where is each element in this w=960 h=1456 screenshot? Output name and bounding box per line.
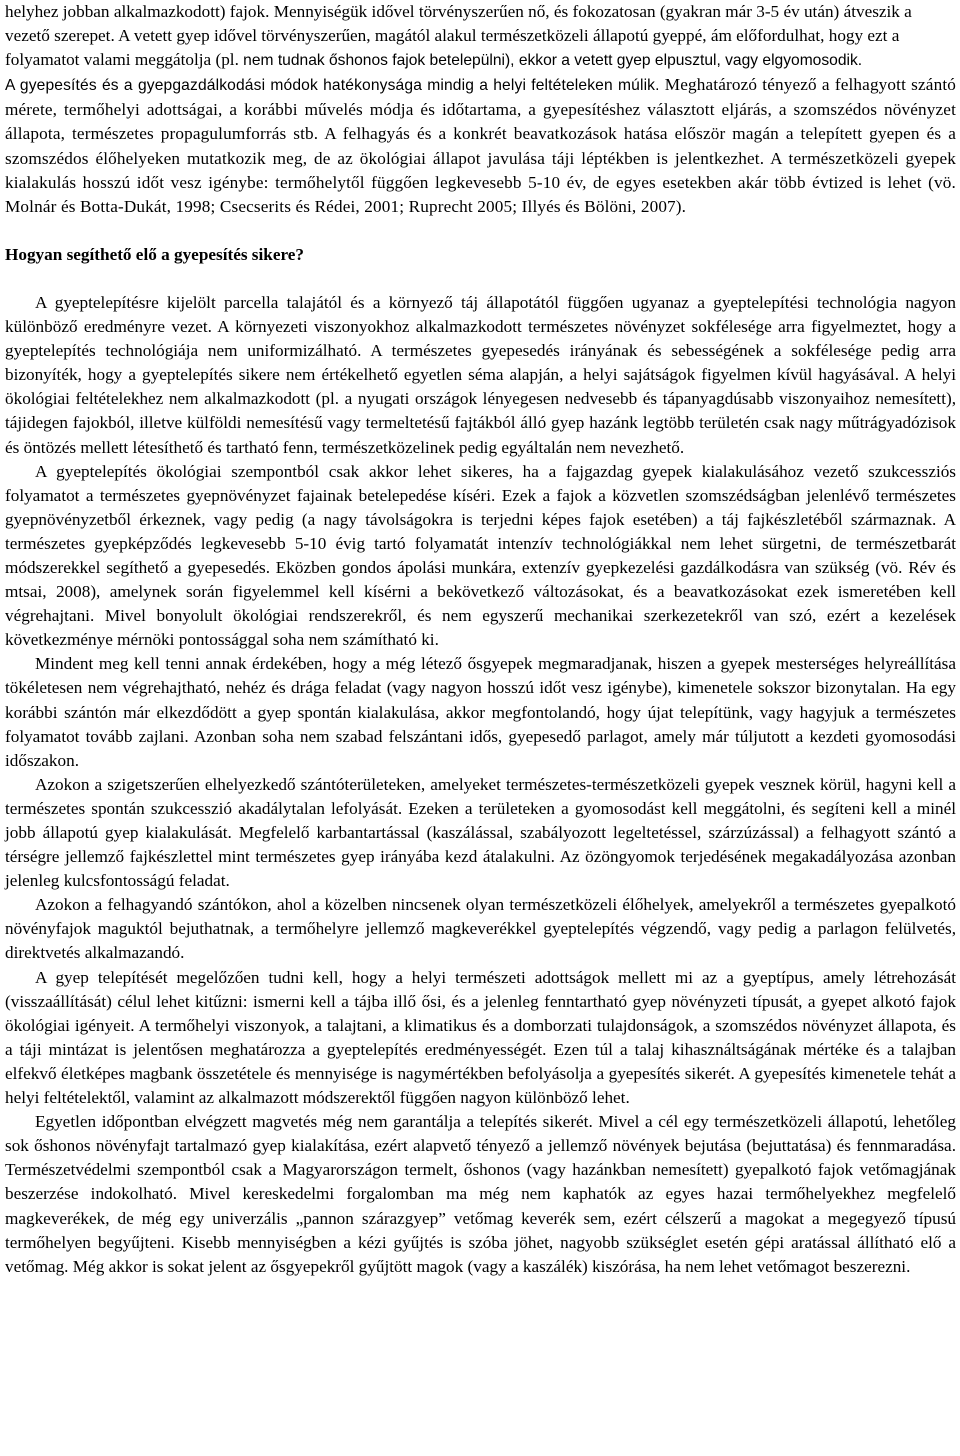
body-paragraph: Azokon a szigetszerűen elhelyezkedő szántóterületeken, amelyeket természetes-természetközeli gyepek vesznek körül, hagyni kell a természetes spontán szukcesszió akadálytalan lefolyását. Ezeken a területeken a gyomosodást kell meggátolni, és segíteni kell a minél jobb állapotú gyep kialakulását. Megfelelő karbantartással (kaszálással, szabályozott legeltetéssel, szárzúzással) a felhagyott szántó a térségre jellemző fajkészlettel mint természetes gyep irányába kezd átalakulni. Az özöngyomok terjedésének megakadályozása azonban jelenleg kulcsfontosságú feladat. (5, 774, 956, 891)
body-paragraph: Egyetlen időpontban elvégzett magvetés még nem garantálja a telepítés sikerét. Mivel a cél egy természetközeli állapotú, lehetőleg sok őshonos növényfajt tartalmazó gyep kialakítása, ezért alapvető tényező a jellemző növények bejutása (bejuttatása) és fennmaradása. Természetvédelmi szempontból csak a Magyarországon termelt, őshonos (vagy hazánkban nemesített) gyepalkotó fajok vetőmagjának beszerzése indokolható. Mivel kereskedelmi forgalomban ma még nem kaphatók az egyes hazai termőhelyekhez megfelelő magkeverékek, de még egy univerzális „pannon szárazgyep” vetőmag keverék sem, ezért célszerű a magokat a megegyező típusú termőhelyen begyűjteni. Kisebb mennyiségben a kézi gyűjtés is szóba jöhet, nagyobb szükséglet esetén gépi aratással állítható elő a vetőmag. Még akkor is sokat jelent az ősgyepekről gyűjtött magok (vagy a kaszálék) kiszórása, ha nem lehet vetőmagot beszerezni. (5, 1112, 956, 1276)
body-paragraph: A gyep telepítését megelőzően tudni kell, hogy a helyi természeti adottságok mellett mi az a gyeptípus, amely létrehozását (visszaállítását) célul lehet kitűzni: ismerni kell a tájba illő ősi, és a jelenleg fenntartható gyep növényzeti típusát, a gyepet alkotó fajok ökológiai igényeit. A termőhelyi viszonyok, a talajtani, a klimatikus és a domborzati tulajdonságok, a szomszédos növényzet állapota, és a táji mintázat is jelentősen meghatározza a gyeptelepítés eredményességét. Ezen túl a talaj kihasználtságának mértéke és a talajban elfekvő életképes magbank összetétele és mennyisége is nagymértékben befolyásolja a gyepesítés sikerét. A gyepesítés kimenetele tehát a helyi feltételektől, valamint az alkalmazott módszerektől függően nagyon különböző lehet. (5, 967, 956, 1108)
body-paragraph: A gyeptelepítésre kijelölt parcella talajától és a környező táj állapotától függően ugyanaz a gyeptelepítési technológia nagyon különböző eredményre vezet. A környezeti viszonyokhoz alkalmazkodott természetes növényzet sokfélesége arra figyelmeztet, hogy a gyeptelepítés technológiája nem uniformizálható. A természetes gyepesedés irányának és sebességének a sokfélesége pedig arra bizonyíték, hogy a gyeptelepítés sikere nem értékelhető egyetlen séma alapján, a helyi sajátságok figyelmen kívül hagyásával. A helyi ökológiai feltételekhez nem alkalmazkodott (pl. a nyugati országok lényegesen nedvesebb és tápanyagdúsabb viszonyaihoz nemesített), tájidegen fajokból, illetve külföldi nemesítésű vagy termeltetésű fajtákból álló gyep hazánk legtöbb területén csak nagy műtrágyadózisok és öntözés mellett létesíthető és tartható fenn, természetközelinek pedig egyáltalán nem nevezhető. (5, 292, 956, 457)
paragraph (5, 73, 956, 219)
paragraph-text: Meghatározó tényező a felhagyott szántó mérete, termőhelyi adottságai, a korábbi művelés módja és időtartama, a gyepesítéshez választott eljárás, a szomszédos növényzet állapota, természetes propagulumforrás stb. A felhagyás és a konkrét beavatkozások hatása először magán a telepített gyepen és a szomszédos élőhelyeken mutatkozik meg, de az ökológiai állapot javulása táji léptékben is jelentkezhet. A természetközeli gyepek kialakulás hosszú időt vesz igénybe: termőhelytől függően legkevesebb 5-10 év, de egyes esetekben akár több évtized is lehet (vö. Molnár és Botta-Dukát, 1998; Csecserits és Rédei, 2001; Ruprecht 2005; Illyés és Bölöni, 2007). (5, 75, 956, 216)
paragraph-text: A gyepesítés és a gyepgazdálkodási módok hatékonysága mindig a helyi feltételeken múlik. (5, 77, 665, 95)
paragraph-continuation (5, 0, 956, 73)
document-page (5, 0, 956, 1279)
paragraph-text: helyhez jobban alkalmazkodott) fajok. Mennyiségük idővel törvényszerűen nő, és fokozatosan (gyakran már 3-5 év után) átveszik a vezető szerepet. A vetett gyep idővel törvényszerűen, magától alakul természetközeli állapotú gyeppé, ám előfordulhat, hogy ezt a folyamatot valami meggátolja (pl. (5, 2, 912, 70)
body-paragraph: Mindent meg kell tenni annak érdekében, hogy a még létező ősgyepek megmaradjanak, hiszen a gyepek mesterséges helyreállítása tökéletesen nem végrehajtható, nehéz és drága feladat (vagy nagyon hosszú időt vesz igénybe), kimenetele sokszor bizonytalan. Ha egy korábbi szántón már elkezdődött a gyep spontán kialakulása, akkor megfontolandó, hogy újat telepítünk, vagy hagyjuk a természetes folyamatot tovább zajlani. Azonban soha nem szabad felszántani idős, gyepesedő parlagot, amely már túljutott a kezdeti gyomosodási időszakon. (5, 654, 956, 770)
paragraph-text: nem tudnak őshonos fajok betelepülni), ekkor a vetett gyep elpusztul, vagy elgyomosodik. (243, 52, 863, 70)
section-heading: Hogyan segíthető elő a gyepesítés sikere? (5, 244, 304, 264)
body-paragraph: Azokon a felhagyandó szántókon, ahol a közelben nincsenek olyan természetközeli élőhelyek, amelyekről a természetes gyepalkotó növényfajok maguktól bejuthatnak, a termőhelyre jellemző magkeverékkel gyeptelepítés végzendő, vagy pedig a parlagon felülvetés, direktvetés alkalmazandó. (5, 895, 956, 963)
body-paragraph: A gyeptelepítés ökológiai szempontból csak akkor lehet sikeres, ha a fajgazdag gyepek kialakulásához vezető szukcessziós folyamatot a természetes gyepnövényzet fajainak betelepedése kíséri. Ezek a fajok a közvetlen szomszédságban jelenlévő természetes gyepnövényzetből érkeznek, vagy pedig (a nagy távolságokra is terjedni képes fajok esetében) a táj fajkészletéből származnak. A természetes gyepképződés legkevesebb 5-10 évig tartó folyamatát intenzív technológiákkal nem lehet sürgetni, de természetbarát módszerekkel segíthető a gyepesedés. Eközben gondos ápolási munkára, extenzív gyepkezelési gazdálkodásra van szükség (vö. Rév és mtsai, 2008), amelynek során figyelemmel kell kísérni a bekövetkező változásokat, és a beavatkozásokat ezek ismeretében kell végrehajtani. Mivel bonyolult ökológiai rendszerekről, és nem egyszerű mechanikai szerkezetekről van szó, ezért a kezelések következménye mérnöki pontossággal soha nem számítható ki. (5, 461, 956, 650)
